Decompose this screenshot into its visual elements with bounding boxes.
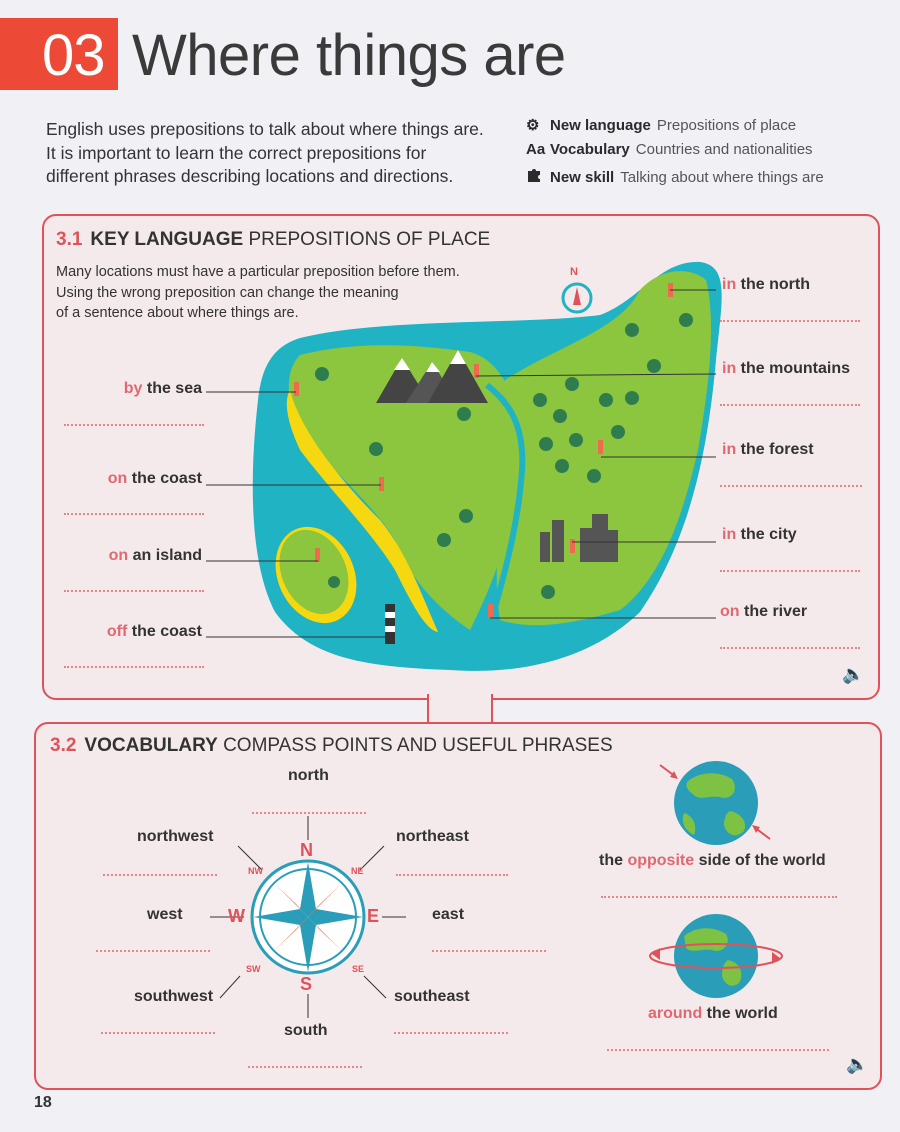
answer-line[interactable] bbox=[720, 647, 860, 649]
answer-line[interactable] bbox=[720, 320, 860, 322]
compass-label-northeast: northeast bbox=[396, 828, 469, 845]
globe-opposite-icon bbox=[640, 755, 780, 855]
answer-line[interactable] bbox=[101, 1032, 215, 1034]
globe-around-icon bbox=[640, 910, 790, 1010]
label-on-an-island: on an island bbox=[108, 547, 202, 564]
compass-label-north: north bbox=[288, 767, 329, 784]
compass-label-northwest: northwest bbox=[137, 828, 214, 845]
section-description: Many locations must have a particular preposition before them. Using the wrong preposition can change the meaning of a sentence about where things are. bbox=[56, 264, 460, 321]
answer-line[interactable] bbox=[720, 570, 860, 572]
answer-line[interactable] bbox=[252, 812, 366, 814]
compass-label-west: west bbox=[147, 906, 183, 923]
compass-letter-s: S bbox=[300, 974, 313, 994]
compass-letter-se: SE bbox=[352, 964, 365, 974]
compass-label-south: south bbox=[284, 1022, 328, 1039]
label-off-the-coast: off the coast bbox=[106, 623, 202, 640]
label-in-the-forest: in the forest bbox=[722, 441, 814, 458]
compass-letter-sw: SW bbox=[246, 964, 261, 974]
intro-line: English uses prepositions to talk about where things are. bbox=[46, 119, 484, 139]
phrase-around-the-world: around the world bbox=[648, 1005, 778, 1022]
answer-line[interactable] bbox=[394, 1032, 508, 1034]
label-by-the-sea: by the sea bbox=[123, 380, 202, 397]
gears-icon: ⚙ bbox=[526, 117, 540, 134]
chapter-number: 03 bbox=[42, 23, 105, 88]
compass-letter-n: N bbox=[300, 840, 313, 860]
audio-speaker-icon[interactable]: 🔈 bbox=[846, 1054, 869, 1074]
compass-label-east: east bbox=[432, 906, 465, 923]
compass-letter-ne: NE bbox=[351, 866, 364, 876]
answer-line[interactable] bbox=[248, 1066, 362, 1068]
answer-line[interactable] bbox=[96, 950, 210, 952]
page-number: 18 bbox=[34, 1094, 52, 1111]
label-on-the-coast: on the coast bbox=[107, 470, 202, 487]
answer-line[interactable] bbox=[64, 590, 204, 592]
answer-line[interactable] bbox=[601, 896, 837, 898]
map-north-letter: N bbox=[570, 266, 578, 278]
compass-letter-w: W bbox=[228, 906, 245, 926]
label-in-the-north: in the north bbox=[722, 276, 810, 293]
compass-letter-nw: NW bbox=[248, 866, 263, 876]
answer-line[interactable] bbox=[64, 513, 204, 515]
compass-label-southeast: southeast bbox=[394, 988, 470, 1005]
answer-line[interactable] bbox=[720, 485, 862, 487]
label-on-the-river: on the river bbox=[720, 603, 808, 620]
meta-new-skill: New skill Talking about where things are bbox=[526, 166, 824, 186]
answer-line[interactable] bbox=[720, 404, 860, 406]
phrase-opposite-side: the opposite side of the world bbox=[599, 852, 826, 869]
section-title-3-1: 3.1 KEY LANGUAGE PREPOSITIONS OF PLACE bbox=[56, 229, 491, 250]
section-title-3-2: 3.2 VOCABULARY COMPASS POINTS AND USEFUL PHRASES bbox=[50, 735, 613, 756]
answer-line[interactable] bbox=[103, 874, 217, 876]
intro-line: It is important to learn the correct prepositions for bbox=[46, 142, 427, 163]
label-in-the-mountains: in the mountains bbox=[722, 360, 851, 377]
meta-new-language: ⚙ New language Prepositions of place bbox=[526, 117, 797, 134]
answer-line[interactable] bbox=[64, 424, 204, 426]
answer-line[interactable] bbox=[607, 1049, 829, 1051]
aa-icon: Aa bbox=[526, 141, 546, 158]
audio-speaker-icon[interactable]: 🔈 bbox=[842, 664, 865, 684]
answer-line[interactable] bbox=[396, 874, 508, 876]
page-title: Where things are bbox=[132, 23, 566, 88]
intro-line: different phrases describing locations and directions. bbox=[46, 166, 454, 186]
compass-letter-e: E bbox=[367, 906, 380, 926]
meta-vocabulary: Aa Vocabulary Countries and nationalities bbox=[526, 141, 813, 158]
answer-line[interactable] bbox=[64, 666, 204, 668]
answer-line[interactable] bbox=[432, 950, 546, 952]
label-in-the-city: in the city bbox=[722, 526, 797, 543]
lighthouse-icon bbox=[385, 604, 395, 644]
compass-label-southwest: southwest bbox=[134, 988, 214, 1005]
